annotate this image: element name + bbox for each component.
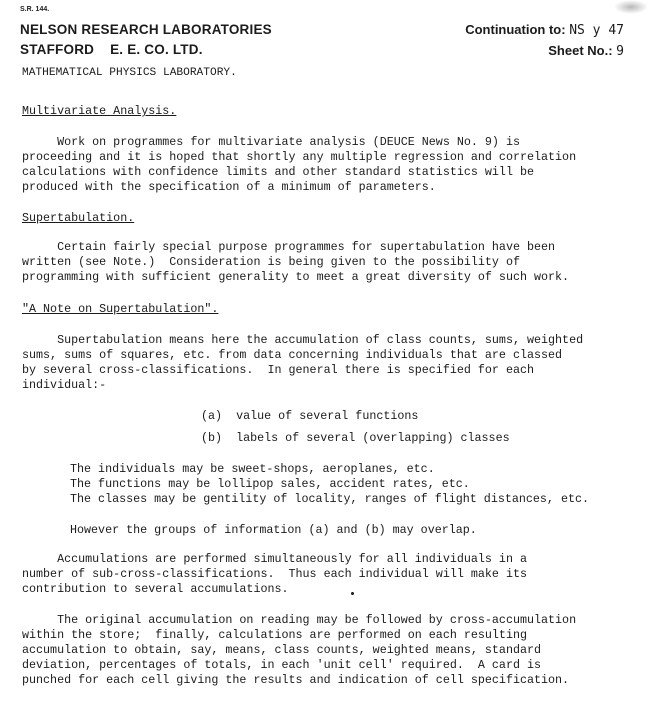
continuation-value: NS y 47 [569,23,624,38]
para-line: deviation, percentages of totals, in each 'unit cell' required. A card is [22,658,542,672]
para-line: accumulation to obtain, say, means, class counts, weighted means, standard [22,643,542,657]
heading-multivariate: Multivariate Analysis. [22,104,177,118]
list-item-a: (a) value of several functions [201,409,419,423]
example-line: The individuals may be sweet-shops, aeroplanes, etc. [70,462,435,476]
form-code: S.R. 144. [20,6,50,13]
sheet-row [465,41,624,62]
para-line: produced with the specification of a minimum of parameters. [22,180,436,194]
example-line: The functions may be lollipop sales, accident rates, etc. [70,477,470,491]
para-line: programming with sufficient generality to meet a great diversity of such work. [22,270,570,284]
para-line: sums, sums of squares, etc. from data concerning individuals that are classed [22,348,563,362]
stray-mark [351,592,354,595]
para-line: Supertabulation means here the accumulation of class counts, sums, weighted [22,333,584,347]
sheet-label: Sheet No.: [548,43,613,58]
org-line-2 [20,40,272,60]
heading-supertabulation: Supertabulation. [22,211,135,225]
sheet-value: 9 [616,44,624,59]
para-line: Work on programmes for multivariate analysis (DEUCE News No. 9) is [22,135,520,149]
para-line: Certain fairly special purpose programmes for supertabulation have been [22,240,556,254]
org-location: STAFFORD [20,42,95,57]
para-line: Accumulations are performed simultaneously for all individuals in a [22,552,527,566]
continuation-label: Continuation to: [465,22,566,37]
para-line: within the store; finally, calculations are performed on each resulting [22,628,527,642]
continuation-block [465,20,624,62]
scan-smudge [614,0,648,14]
para-line: punched for each cell giving the results and indication of cell specification. [22,673,570,687]
continuation-row [465,20,624,41]
para-line: written (see Note.) Consideration is being given to the possibility of [22,255,520,269]
para-line: number of sub-cross-classifications. Thus each individual will make its [22,567,527,581]
org-company: E. E. CO. LTD. [110,42,203,57]
organization-header [20,20,272,60]
list-item-b: (b) labels of several (overlapping) classes [201,431,510,445]
org-line-1: NELSON RESEARCH LABORATORIES [20,22,272,37]
para-line: The original accumulation on reading may be followed by cross-accumulation [22,613,577,627]
para-line: contribution to several accumulations. [22,582,289,596]
example-line: The classes may be gentility of locality, ranges of flight distances, etc. [70,492,590,506]
lab-name: MATHEMATICAL PHYSICS LABORATORY. [22,67,237,79]
para-line: calculations with confidence limits and other standard statistics will be [22,165,534,179]
overlap-line: However the groups of information (a) and (b) may overlap. [70,523,477,537]
heading-note: "A Note on Supertabulation". [22,302,219,316]
para-line: individual:- [22,378,107,392]
para-line: proceeding and it is hoped that shortly any multiple regression and correlation [22,150,577,164]
para-line: by several cross-classifications. In general there is specified for each [22,363,534,377]
